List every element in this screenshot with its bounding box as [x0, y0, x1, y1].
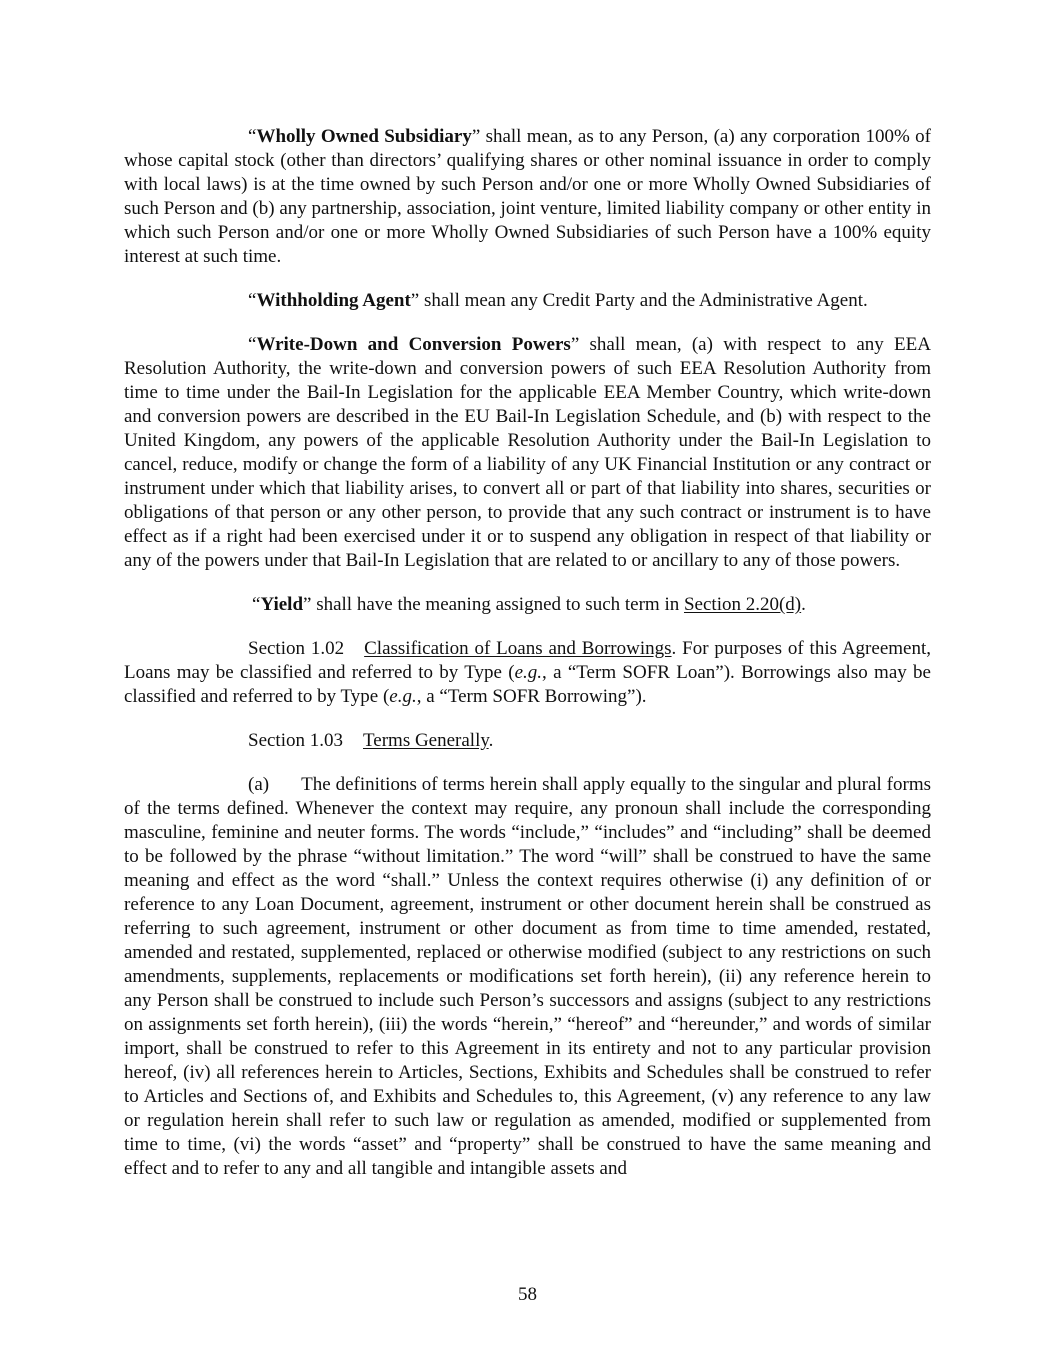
definition-text: ” shall mean any Credit Party and the Administrative Agent. [410, 290, 868, 311]
definition-wholly-owned-subsidiary [124, 125, 931, 269]
section-1-03-clause-a [124, 773, 931, 1181]
definition-text: ” shall mean, as to any Person, (a) any corporation 100% of whose capital stock (other than directors’ qualifying shares or other nominal issuance in order to comply with local laws) is at the time owned by such Person and/or one or more Wholly Owned Subsidiaries of such Person and (b) any partnership, association, joint venture, limited liability company or other entity in which such Person and/or one or more Wholly Owned Subsidiaries of such Person have a 100% equity interest at such time. [124, 126, 931, 267]
section-title: Terms Generally [363, 730, 489, 751]
open-quote: “ [248, 290, 257, 311]
open-quote: “ [248, 126, 257, 147]
eg-abbreviation: e.g. [389, 686, 417, 707]
defined-term: Yield [260, 594, 304, 615]
open-quote: “ [248, 334, 257, 355]
page-number: 58 [518, 1284, 537, 1305]
section-text: . For purposes of this Agreement, Loans may be classified and referred to by Type ( [124, 638, 931, 683]
eg-abbreviation: e.g. [514, 662, 543, 683]
defined-term: Write-Down and Conversion Powers [256, 334, 571, 355]
open-quote: “ [252, 594, 261, 615]
section-reference-link[interactable]: Section 2.20(d) [683, 594, 802, 615]
section-number: Section 1.03 [248, 730, 343, 751]
defined-term: Wholly Owned Subsidiary [256, 126, 472, 147]
definition-text: ” shall mean, (a) with respect to any EEA Resolution Authority, the write-down and conversion powers of such EEA Resolution Authority from time to time under the Bail-In Legislation for the applicable EEA Member Country, which write-down and conversion powers are described in the EU Bail-In Legislation Schedule, and (b) with respect to the United Kingdom, any powers of the applicable Resolution Authority under the Bail-In Legislation to cancel, reduce, modify or change the form of a liability of any UK Financial Institution or any contract or instrument under which that liability arises, to convert all or part of that liability into shares, securities or obligations of that person or any other person, to provide that any such contract or instrument is to have effect as if a right had been exercised under it or to suspend any obligation in respect of that liability or any of the powers under that Bail-In Legislation that are related to or ancillary to any of those powers. [124, 334, 931, 571]
definition-yield [124, 593, 931, 617]
section-1-03-heading [124, 729, 931, 753]
section-number: Section 1.02 [248, 638, 345, 659]
document-page [124, 125, 931, 1181]
section-text: , a “Term SOFR Loan”). Borrowings also may be classified and referred to by Type ( [124, 662, 931, 707]
section-1-02 [124, 637, 931, 709]
definition-text: ” shall have the meaning assigned to such term in [303, 594, 684, 615]
section-title: Classification of Loans and Borrowings [364, 638, 672, 659]
definition-end: . [801, 594, 806, 615]
defined-term: Withholding Agent [256, 290, 411, 311]
clause-label: (a) [248, 774, 270, 795]
clause-text: The definitions of terms herein shall apply equally to the singular and plural forms of the terms defined. Whenever the context may require, any pronoun shall include the corresponding masculine, feminine and neuter forms. The words “include,” “includes” and “including” shall be deemed to be followed by the phrase “without limitation.” The word “will” shall be construed to have the same meaning and effect as the word “shall.” Unless the context requires otherwise (i) any definition of or reference to any Loan Document, agreement, instrument or other document herein shall be construed as referring to such agreement, instrument or other document as from time to time amended, restated, amended and restated, supplemented, replaced or otherwise modified (subject to any restrictions on such amendments, supplements, replacements or modifications set forth herein), (ii) any reference herein to any Person shall be construed to include such Person’s successors and assigns (subject to any restrictions on assignments set forth herein), (iii) the words “herein,” “hereof” and “hereunder,” and words of similar import, shall be construed to refer to this Agreement in its entirety and not to any particular provision hereof, (iv) all references herein to Articles, Sections, Exhibits and Schedules shall be construed to refer to Articles and Sections of, and Exhibits and Schedules to, this Agreement, (v) any reference to any law or regulation herein shall refer to such law or regulation as amended, modified or supplemented from time to time, (vi) the words “asset” and “property” shall be construed to have the same meaning and effect and to refer to any and all tangible and intangible assets and [124, 774, 931, 1179]
section-end: . [488, 730, 494, 751]
definition-withholding-agent [124, 289, 931, 313]
section-text: , a “Term SOFR Borrowing”). [416, 686, 647, 707]
definition-write-down-conversion-powers [124, 333, 931, 573]
